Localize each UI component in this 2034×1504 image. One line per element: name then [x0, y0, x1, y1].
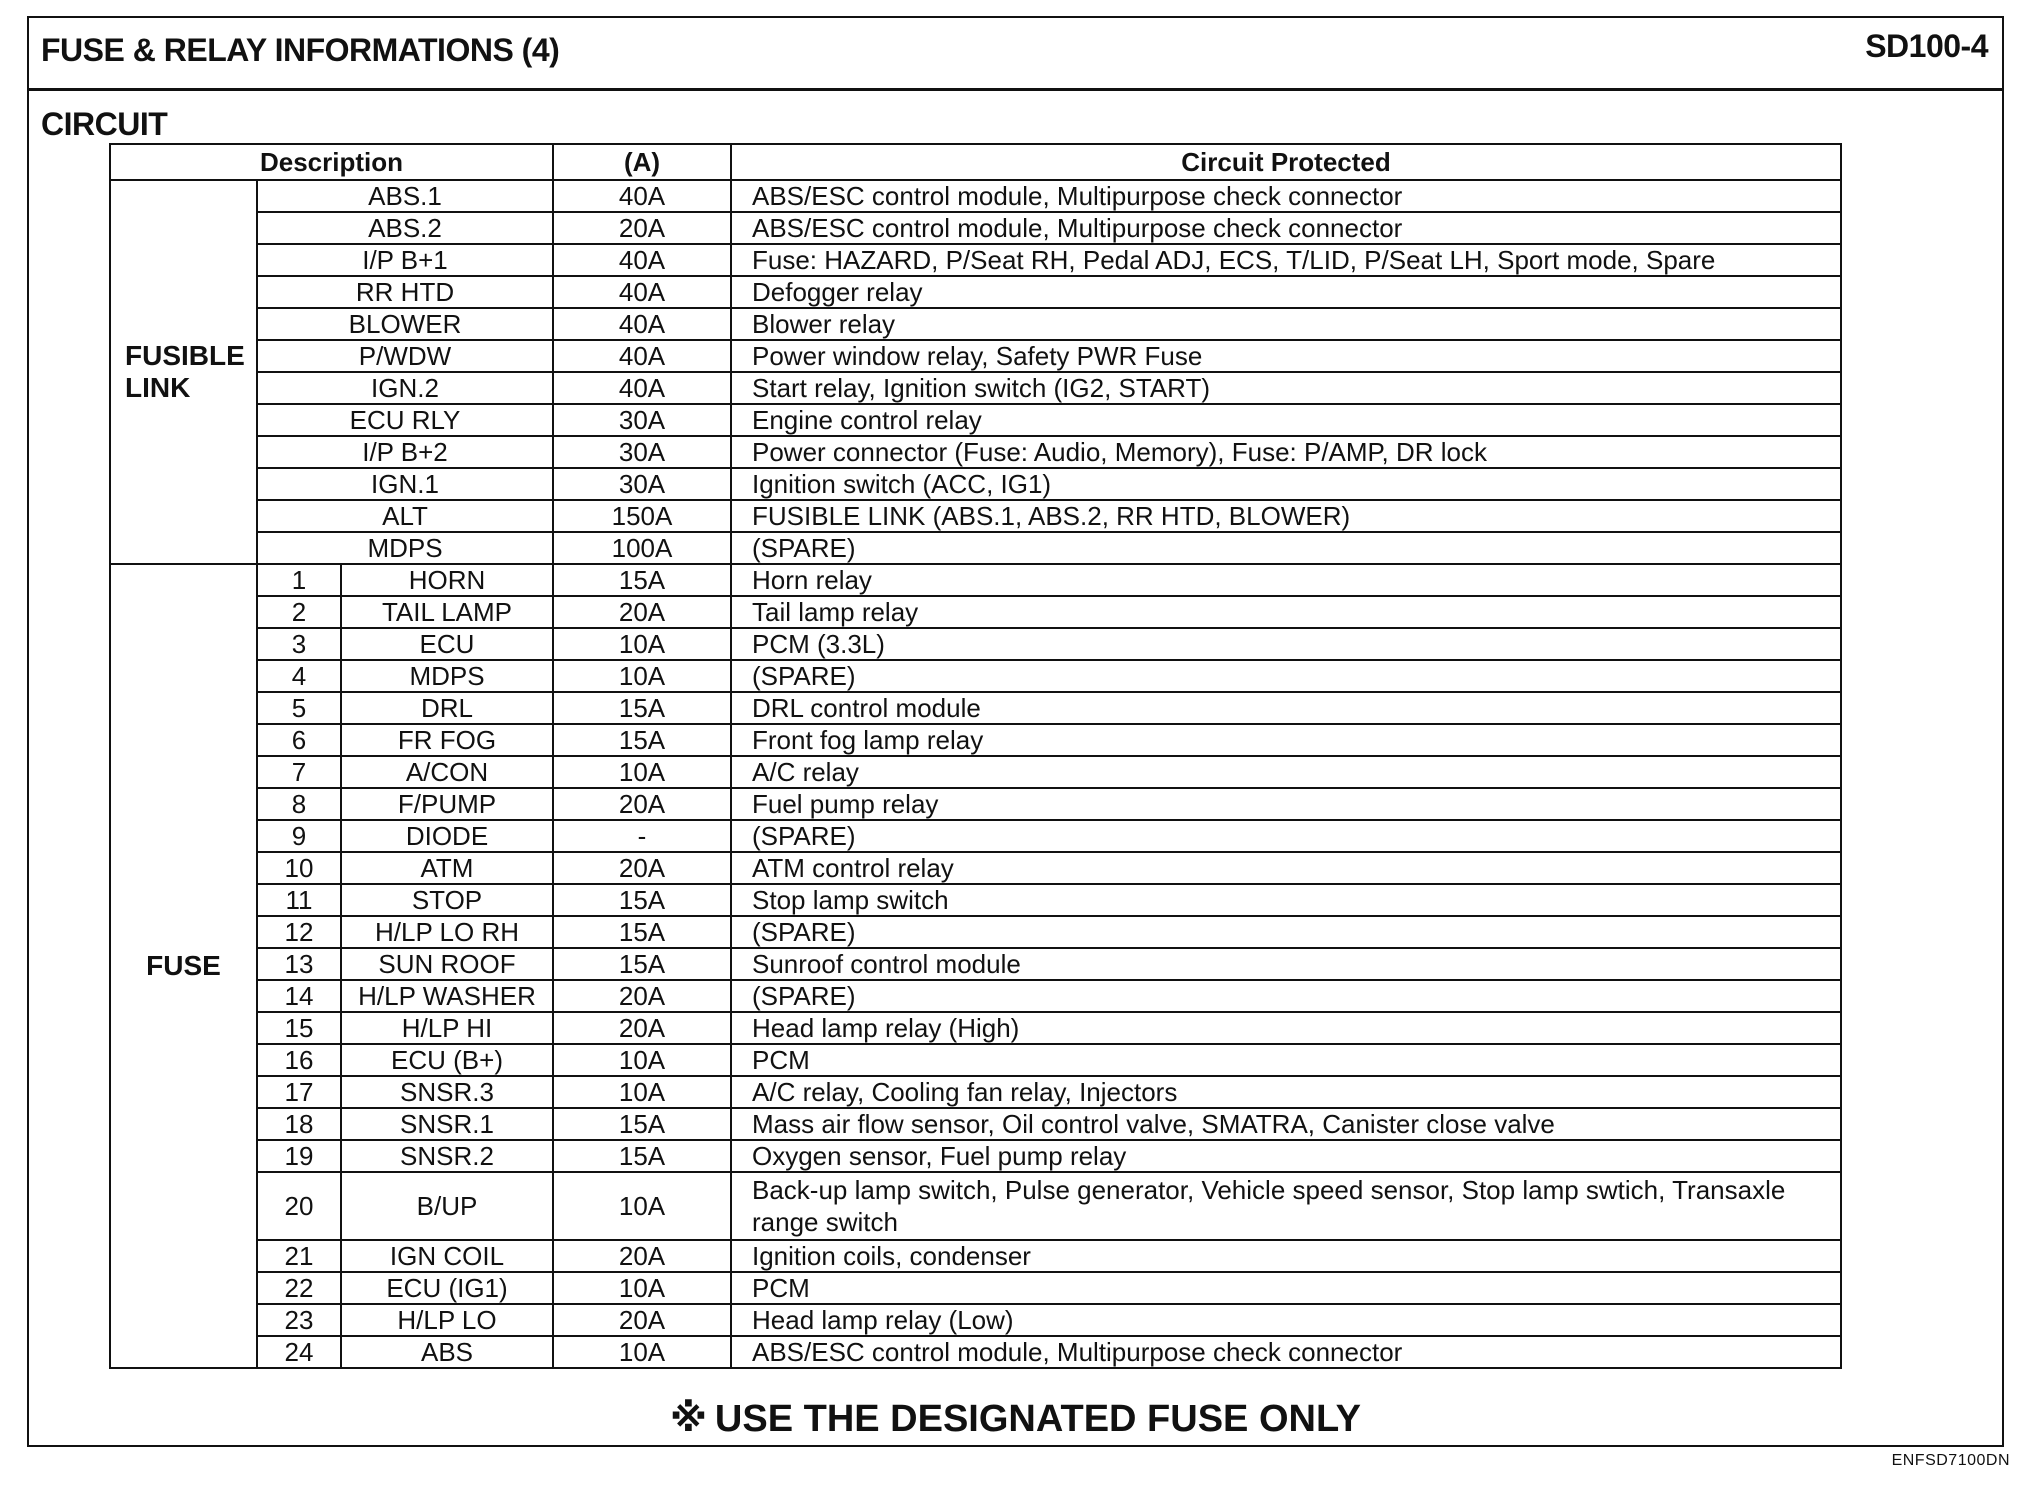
amperage-cell: 20A [553, 1012, 731, 1044]
table-row [110, 468, 1841, 500]
fuse-number-cell: 7 [257, 756, 341, 788]
fuse-name-cell: SNSR.2 [341, 1140, 553, 1172]
circuit-protected-cell: ATM control relay [731, 852, 1841, 884]
fusible-link-name: BLOWER [257, 308, 553, 340]
amperage-cell: 40A [553, 340, 731, 372]
table-row [110, 180, 1841, 212]
table-row [110, 1304, 1841, 1336]
fuse-number-cell: 21 [257, 1240, 341, 1272]
fuse-name-cell: DRL [341, 692, 553, 724]
circuit-protected-cell: Engine control relay [731, 404, 1841, 436]
fuse-name-cell: ECU (B+) [341, 1044, 553, 1076]
amperage-cell: 15A [553, 948, 731, 980]
document-code: SD100-4 [1865, 28, 1988, 64]
amperage-cell: 15A [553, 1108, 731, 1140]
fuse-number-cell: 11 [257, 884, 341, 916]
fuse-number-cell: 6 [257, 724, 341, 756]
circuit-protected-cell: PCM [731, 1272, 1841, 1304]
fusible-link-name: IGN.2 [257, 372, 553, 404]
circuit-protected-cell: Back-up lamp switch, Pulse generator, Vehicle speed sensor, Stop lamp swtich, Transaxle range switch [731, 1172, 1841, 1240]
table-row [110, 916, 1841, 948]
table-row [110, 980, 1841, 1012]
footer-note-text: USE THE DESIGNATED FUSE ONLY [714, 1398, 1362, 1440]
table-row [110, 340, 1841, 372]
table-row [110, 852, 1841, 884]
amperage-cell: 10A [553, 628, 731, 660]
column-header-circuit: Circuit Protected [731, 144, 1841, 180]
fuse-name-cell: ABS [341, 1336, 553, 1368]
circuit-protected-cell: Head lamp relay (High) [731, 1012, 1841, 1044]
table-row [110, 532, 1841, 564]
fusible-link-name: I/P B+2 [257, 436, 553, 468]
circuit-protected-cell: Oxygen sensor, Fuel pump relay [731, 1140, 1841, 1172]
amperage-cell: 30A [553, 404, 731, 436]
circuit-protected-cell: (SPARE) [731, 660, 1841, 692]
table-row [110, 1076, 1841, 1108]
amperage-cell: 10A [553, 756, 731, 788]
circuit-protected-cell: ABS/ESC control module, Multipurpose check connector [731, 212, 1841, 244]
fuse-number-cell: 4 [257, 660, 341, 692]
fuse-number-cell: 8 [257, 788, 341, 820]
circuit-protected-cell: FUSIBLE LINK (ABS.1, ABS.2, RR HTD, BLOWER) [731, 500, 1841, 532]
table-body [110, 180, 1841, 1368]
reference-mark-icon: ※ [669, 1398, 707, 1440]
circuit-protected-cell: PCM (3.3L) [731, 628, 1841, 660]
amperage-cell: 20A [553, 1304, 731, 1336]
circuit-protected-cell: DRL control module [731, 692, 1841, 724]
fuse-number-cell: 14 [257, 980, 341, 1012]
amperage-cell: 20A [553, 980, 731, 1012]
fuse-relay-table [109, 143, 1842, 1369]
page-frame [27, 16, 2004, 1447]
circuit-protected-cell: Head lamp relay (Low) [731, 1304, 1841, 1336]
fuse-name-cell: FR FOG [341, 724, 553, 756]
fusible-link-name: ABS.1 [257, 180, 553, 212]
fuse-name-cell: H/LP LO [341, 1304, 553, 1336]
table-row [110, 884, 1841, 916]
fusible-link-name: RR HTD [257, 276, 553, 308]
circuit-protected-cell: A/C relay [731, 756, 1841, 788]
fuse-name-cell: H/LP LO RH [341, 916, 553, 948]
fuse-name-cell: SNSR.1 [341, 1108, 553, 1140]
table-row [110, 788, 1841, 820]
reference-code: ENFSD7100DN [1891, 1452, 2010, 1469]
amperage-cell: 10A [553, 1076, 731, 1108]
circuit-protected-cell: Mass air flow sensor, Oil control valve, SMATRA, Canister close valve [731, 1108, 1841, 1140]
amperage-cell: 100A [553, 532, 731, 564]
section-title: CIRCUIT [41, 106, 168, 142]
fuse-name-cell: H/LP WASHER [341, 980, 553, 1012]
table-row [110, 1012, 1841, 1044]
circuit-protected-cell: Stop lamp switch [731, 884, 1841, 916]
fusible-link-name: MDPS [257, 532, 553, 564]
amperage-cell: 10A [553, 1336, 731, 1368]
fusible-link-name: IGN.1 [257, 468, 553, 500]
fuse-name-cell: F/PUMP [341, 788, 553, 820]
circuit-protected-cell: Fuse: HAZARD, P/Seat RH, Pedal ADJ, ECS, T/LID, P/Seat LH, Sport mode, Spare [731, 244, 1841, 276]
footer-note [29, 1396, 2002, 1441]
fuse-name-cell: H/LP HI [341, 1012, 553, 1044]
table-row [110, 596, 1841, 628]
fusible-link-name: ECU RLY [257, 404, 553, 436]
amperage-cell: 15A [553, 884, 731, 916]
column-header-amps: (A) [553, 144, 731, 180]
fuse-number-cell: 2 [257, 596, 341, 628]
amperage-cell: 15A [553, 724, 731, 756]
fuse-number-cell: 5 [257, 692, 341, 724]
circuit-protected-cell: PCM [731, 1044, 1841, 1076]
circuit-protected-cell: Front fog lamp relay [731, 724, 1841, 756]
amperage-cell: 20A [553, 212, 731, 244]
circuit-protected-cell: Ignition coils, condenser [731, 1240, 1841, 1272]
amperage-cell: 150A [553, 500, 731, 532]
table-row [110, 436, 1841, 468]
fuse-name-cell: STOP [341, 884, 553, 916]
table-row [110, 212, 1841, 244]
table-row [110, 1044, 1841, 1076]
circuit-protected-cell: (SPARE) [731, 532, 1841, 564]
page-title: FUSE & RELAY INFORMATIONS (4) [41, 32, 560, 68]
amperage-cell: 40A [553, 308, 731, 340]
table-row [110, 724, 1841, 756]
circuit-protected-cell: ABS/ESC control module, Multipurpose check connector [731, 1336, 1841, 1368]
fuse-number-cell: 15 [257, 1012, 341, 1044]
fuse-number-cell: 16 [257, 1044, 341, 1076]
amperage-cell: 15A [553, 1140, 731, 1172]
fuse-number-cell: 3 [257, 628, 341, 660]
group-label-fusible-link: FUSIBLE LINK [110, 180, 257, 564]
circuit-protected-cell: A/C relay, Cooling fan relay, Injectors [731, 1076, 1841, 1108]
fuse-name-cell: A/CON [341, 756, 553, 788]
amperage-cell: 20A [553, 852, 731, 884]
fuse-number-cell: 12 [257, 916, 341, 948]
table-row [110, 692, 1841, 724]
circuit-protected-cell: Fuel pump relay [731, 788, 1841, 820]
amperage-cell: 40A [553, 276, 731, 308]
table-row [110, 1336, 1841, 1368]
fuse-number-cell: 20 [257, 1172, 341, 1240]
table-row [110, 244, 1841, 276]
amperage-cell: 20A [553, 1240, 731, 1272]
fuse-name-cell: DIODE [341, 820, 553, 852]
fuse-number-cell: 10 [257, 852, 341, 884]
amperage-cell: 30A [553, 468, 731, 500]
fuse-name-cell: TAIL LAMP [341, 596, 553, 628]
fuse-number-cell: 1 [257, 564, 341, 596]
fuse-name-cell: MDPS [341, 660, 553, 692]
amperage-cell: 10A [553, 1172, 731, 1240]
amperage-cell: 15A [553, 564, 731, 596]
amperage-cell: 40A [553, 372, 731, 404]
circuit-protected-cell: Ignition switch (ACC, IG1) [731, 468, 1841, 500]
amperage-cell: 15A [553, 916, 731, 948]
table-row [110, 1108, 1841, 1140]
fuse-number-cell: 22 [257, 1272, 341, 1304]
amperage-cell: 20A [553, 596, 731, 628]
table-row [110, 948, 1841, 980]
fuse-number-cell: 9 [257, 820, 341, 852]
amperage-cell: 20A [553, 788, 731, 820]
table-row [110, 660, 1841, 692]
table-row [110, 1272, 1841, 1304]
amperage-cell: 10A [553, 660, 731, 692]
group-label-fuse: FUSE [110, 564, 257, 1368]
fuse-number-cell: 23 [257, 1304, 341, 1336]
table-row [110, 372, 1841, 404]
fusible-link-name: ABS.2 [257, 212, 553, 244]
fuse-number-cell: 19 [257, 1140, 341, 1172]
circuit-protected-cell: (SPARE) [731, 916, 1841, 948]
header-bar [29, 18, 2002, 91]
circuit-protected-cell: (SPARE) [731, 820, 1841, 852]
circuit-protected-cell: Horn relay [731, 564, 1841, 596]
table-row [110, 564, 1841, 596]
table-row [110, 1140, 1841, 1172]
fuse-name-cell: ECU (IG1) [341, 1272, 553, 1304]
amperage-cell: 40A [553, 180, 731, 212]
amperage-cell: 10A [553, 1044, 731, 1076]
amperage-cell: 10A [553, 1272, 731, 1304]
table-row [110, 276, 1841, 308]
fusible-link-name: I/P B+1 [257, 244, 553, 276]
circuit-protected-cell: Sunroof control module [731, 948, 1841, 980]
amperage-cell: 15A [553, 692, 731, 724]
amperage-cell: 30A [553, 436, 731, 468]
column-header-description: Description [110, 144, 553, 180]
circuit-protected-cell: Blower relay [731, 308, 1841, 340]
amperage-cell: - [553, 820, 731, 852]
circuit-protected-cell: ABS/ESC control module, Multipurpose check connector [731, 180, 1841, 212]
circuit-protected-cell: Defogger relay [731, 276, 1841, 308]
fusible-link-name: P/WDW [257, 340, 553, 372]
fuse-name-cell: SUN ROOF [341, 948, 553, 980]
fuse-name-cell: B/UP [341, 1172, 553, 1240]
fuse-number-cell: 18 [257, 1108, 341, 1140]
table-row [110, 628, 1841, 660]
table-row [110, 308, 1841, 340]
fuse-name-cell: SNSR.3 [341, 1076, 553, 1108]
table-row [110, 1172, 1841, 1240]
circuit-protected-cell: Tail lamp relay [731, 596, 1841, 628]
fuse-name-cell: ECU [341, 628, 553, 660]
table-row [110, 756, 1841, 788]
fuse-name-cell: ATM [341, 852, 553, 884]
fuse-number-cell: 17 [257, 1076, 341, 1108]
circuit-protected-cell: Start relay, Ignition switch (IG2, START) [731, 372, 1841, 404]
circuit-protected-cell: (SPARE) [731, 980, 1841, 1012]
amperage-cell: 40A [553, 244, 731, 276]
table-row [110, 820, 1841, 852]
fusible-link-name: ALT [257, 500, 553, 532]
fuse-name-cell: HORN [341, 564, 553, 596]
table-row [110, 404, 1841, 436]
circuit-protected-cell: Power window relay, Safety PWR Fuse [731, 340, 1841, 372]
table-header-row [110, 144, 1841, 180]
circuit-protected-cell: Power connector (Fuse: Audio, Memory), Fuse: P/AMP, DR lock [731, 436, 1841, 468]
fuse-name-cell: IGN COIL [341, 1240, 553, 1272]
table-row [110, 1240, 1841, 1272]
fuse-number-cell: 24 [257, 1336, 341, 1368]
table-row [110, 500, 1841, 532]
fuse-number-cell: 13 [257, 948, 341, 980]
